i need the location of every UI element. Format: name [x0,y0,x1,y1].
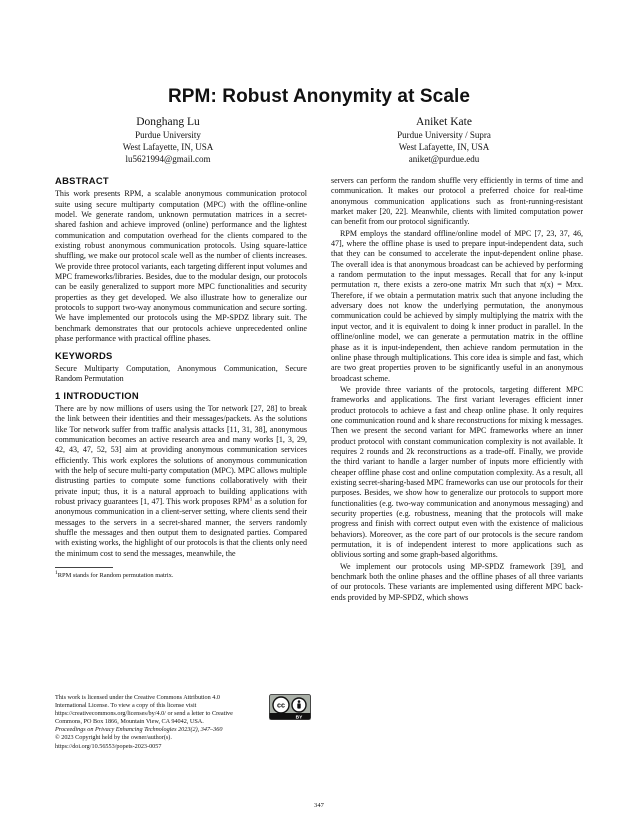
author-block-2 [344,115,544,166]
abstract-heading: ABSTRACT [55,175,109,186]
author-email[interactable]: aniket@purdue.edu [408,154,480,165]
footnote-text: RPM stands for Random permutation matrix. [57,572,174,580]
intro-paragraph: servers can perform the random shuffle very efficiently in terms of time and communication. It makes our protocol a preferred choice for real-time anonymous communication applications such as front-running-resistant market maker [20, 22]. Meanwhile, clients with limited computation power can benefit from our protocol significantly. [331,176,583,227]
author-block-1 [68,115,268,166]
introduction-heading: 1 INTRODUCTION [55,389,139,401]
footnote-rule [55,567,113,568]
keywords-heading: KEYWORDS [55,349,113,361]
introduction-paragraph [55,404,307,559]
intro-paragraph: We implement our protocols using MP-SPDZ framework [39], and benchmark both the online phases and the offline phases of all three variants of our protocols. These variants are implemented using different MPC back-ends provided by MP-SPDZ, which shows [331,561,583,602]
author-location: West Lafayette, IN, USA [122,142,214,153]
author-email[interactable]: lu5621994@gmail.com [125,154,211,165]
author-affiliation: Purdue University / Supra [397,130,491,140]
page-number: 347 [314,802,324,809]
doi-link[interactable]: https://doi.org/10.56553/popets-2023-0057 [55,742,162,750]
footnote [55,569,307,580]
footnote-mark: 1 [55,569,58,576]
license-block [55,694,307,751]
left-column [55,176,307,581]
right-column [331,176,583,604]
author-location: West Lafayette, IN, USA [398,142,490,153]
license-text: This work is licensed under the Creative Commons Attribution 4.0 International License. To view a copy of this license visit https://creativecommons.org/licenses/by/4.0/ or send a letter to Creative Commons, PO Box 1866, Mountain View, CA 94042, USA. [55,694,233,726]
venue-text: Proceedings on Privacy Enhancing Technologies 2023(2), 347–360 [55,726,223,734]
abstract-text: This work presents RPM, a scalable anonymous communication protocol suite using secure multiparty computation (MPC) with the offline-online model. We generate random, unknown permutation matrices in a secret-shared fashion and achieve improved (online) performance and the lightest communication and computation overhead for the clients compared to the existing robust anonymous communication protocols. Using square-lattice shuffling, we make our protocol scale well as the number of clients increases. We provide three protocol variants, each targeting different input volumes and MPC frameworks/libraries. Besides, due to the modular design, our protocols can be easily generalized to support more MPC functionalities and security properties as they get developed. We also illustrate how to generalize our protocols to support two-way anonymous communication and secure sorting. We have implemented our protocols using the MP-SPDZ library suit. The benchmark demonstrates that our protocols achieve unprecedented online phase performance with practical offline phases. [55,189,307,344]
author-name: Aniket Kate [416,116,472,128]
author-name: Donghang Lu [136,116,200,128]
introduction-text-part: as a solution for anonymous communication in a client-server setting, where clients send their messages to the servers in a secret-shared manner, the servers randomly shuffle the messages and then output them to designated parties. Compared with existing works, the highlight of our protocols is that the clients only need the minimum cost to send the messages, meanwhile, the [55,496,307,558]
copyright-line: © 2023 Copyright held by the owner/author(s). [55,734,172,742]
keywords-text: Secure Multiparty Computation, Anonymous Communication, Secure Random Permutation [55,363,307,384]
venue-line [55,726,307,734]
intro-paragraph: We provide three variants of the protocols, targeting different MPC frameworks and applications. The first variant leverages efficient inner product protocols to achieve a fast and cheap online phase. It only requires one communication round and k share reconstructions for mixing k messages. Then we present the second variant for MPC frameworks where an inner product protocol with constant communication complexity is not available. It requires 2 rounds and 2k reconstructions as a trade-off. Finally, we provide the third variant to handle a larger number of inputs more efficiently with cheaper offline phase cost and online computation complexity. As a result, all existing secret-sharing-based MPC frameworks can use our protocols for their purposes. Besides, we show how to generalize our protocols to support more functionalities (e.g. two-way communication and anonymous messaging) and security properties (e.g. robustness, meaning that the protocols will make progress and finish with correct output even with the existence of malicious behaviors). Moreover, as the core part of our protocols is the secure random permutation, it is of independent interest to more applications such as oblivious sorting and some graph-based algorithms. [331,384,583,560]
intro-paragraph: RPM employs the standard offline/online model of MPC [7, 23, 37, 46, 47], where the offline phase is used to prepare input-independent data, such that they can be consumed to accelerate the input-dependent online phase. The overall idea is that anonymous broadcast can be achieved by performing a random permutation to the input messages. Recall that for any k-input permutation π, there exists a zero-one matrix Mπ such that π(x) = Mπx. Therefore, if we obtain a permutation matrix such that anyone including the adversary does not know the underlying permutation, the anonymous communication could be achieved by simply multiplying the matrix with the input vector, and it is equivalent to doing k inner product in parallel. In the offline/online model, we can generate a permutation matrix in the offline phase as it is input-independent, then achieve random permutation in the online phase through multiplications. This core idea is simple and fast, which are two great properties proven to be significantly useful in an anonymous broadcast scheme. [331,228,583,383]
footnote-marker: 1 [249,496,253,503]
introduction-text-part: There are by now millions of users using the Tor network [27, 28] to break the link between their identities and their messages/packets. As the solutions like Tor network suffer from traffic analysis attacks [11, 31, 38], anonymous communication becomes an active research area and many works [1, 3, 29, 42, 43, 47, 52, 53] aim at providing anonymous communication services efficiently. This work explores the solutions of anonymous communication with the help of secure multi-party computation (MPC). MPC allows multiple distrusting parties to compute some functions collaboratively with their private input; thus, it is a natural approach to building applications with robust privacy guarantees [1, 47]. This work proposes RPM [55,403,307,506]
cc-badge-text: cc [277,700,285,710]
by-badge-text: BY [295,715,303,720]
author-affiliation: Purdue University [135,130,201,140]
paper-title: RPM: Robust Anonymity at Scale [167,86,471,107]
cc-by-icon [269,694,311,720]
